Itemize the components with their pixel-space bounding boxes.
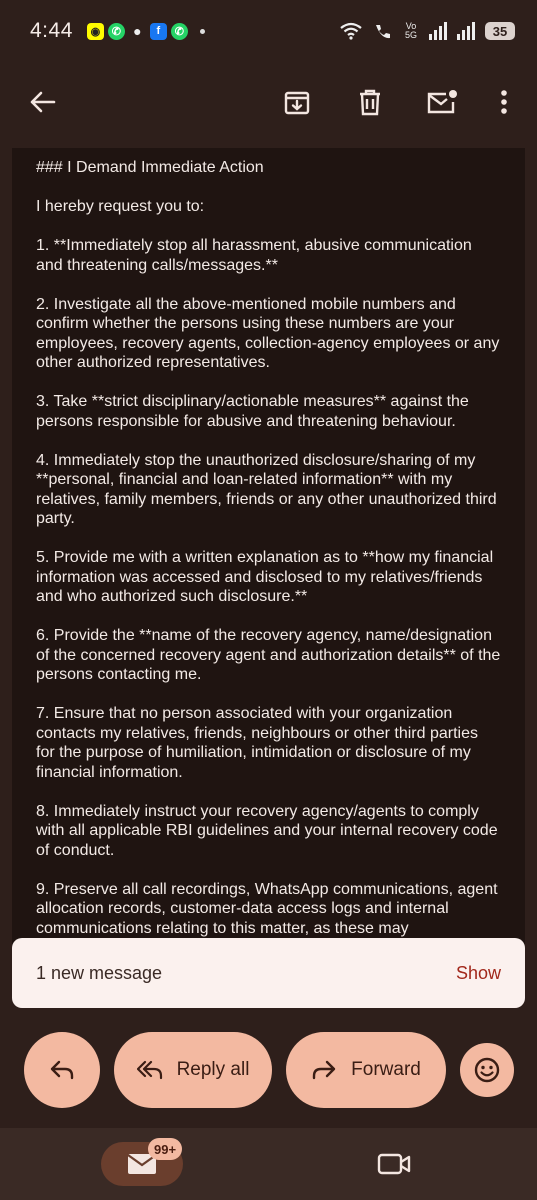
app-toolbar bbox=[0, 62, 537, 140]
reply-button[interactable] bbox=[24, 1032, 100, 1108]
chat-bubble-icon: ● bbox=[133, 23, 142, 39]
message-paragraph: 2. Investigate all the above-mentioned mobile numbers and confirm whether the persons using these numbers are your employees, recovery agents, collection-agency employees or any other authorized representatives. bbox=[36, 295, 504, 371]
status-time: 4:44 bbox=[30, 19, 73, 42]
message-paragraph: 1. **Immediately stop all harassment, abusive communication and threatening calls/messages.** bbox=[36, 237, 477, 274]
wifi-calling-icon bbox=[373, 22, 393, 40]
message-paragraph: 3. Take **strict disciplinary/actionable measures** against the persons responsible for abusive and threatening behaviour. bbox=[36, 393, 474, 430]
status-bar bbox=[0, 0, 537, 62]
message-paragraph: 6. Provide the **name of the recovery agency, name/designation of the concerned recovery agent and authorization details** of the persons contacting me. bbox=[36, 627, 505, 683]
message-paragraph: 8. Immediately instruct your recovery agency/agents to comply with all applicable RBI guidelines and your internal recovery code of conduct. bbox=[36, 802, 503, 859]
message-paragraph: 5. Provide me with a written explanation as to **how my financial information was accessed and disclosed to my relatives/friends and who authorized such disclosure.** bbox=[36, 549, 498, 605]
mark-unread-icon bbox=[426, 88, 458, 116]
snapchat-icon: ◉ bbox=[87, 23, 104, 40]
more-options-button[interactable] bbox=[484, 82, 524, 122]
archive-button[interactable] bbox=[277, 82, 317, 122]
emoji-reaction-button[interactable] bbox=[460, 1043, 514, 1097]
video-camera-icon bbox=[377, 1151, 411, 1177]
message-actions bbox=[0, 1032, 537, 1108]
message-paragraph: 4. Immediately stop the unauthorized disclosure/sharing of my **personal, financial and loan-related information** with my relatives, family members, friends or any other unauthorized third party. bbox=[36, 451, 502, 527]
bottom-navigation bbox=[0, 1128, 537, 1200]
message-heading: ### I Demand Immediate Action bbox=[36, 159, 264, 176]
back-button[interactable] bbox=[22, 82, 62, 122]
forward-label: Forward bbox=[351, 1059, 421, 1080]
forward-icon bbox=[311, 1059, 337, 1081]
signal-strength-icon bbox=[429, 22, 447, 40]
more-notifications-dot bbox=[200, 29, 205, 34]
reply-icon bbox=[49, 1059, 75, 1081]
more-vert-icon bbox=[500, 89, 508, 115]
smiley-icon bbox=[473, 1056, 501, 1084]
whatsapp-icon: ✆ bbox=[108, 23, 125, 40]
message-paragraph: 7. Ensure that no person associated with your organization contacts my relatives, friends, neighbours or other third parties for the purpose of humiliation, intimidation or disclosure of my financial information. bbox=[36, 705, 483, 781]
facebook-icon: f bbox=[150, 23, 167, 40]
new-message-banner bbox=[12, 938, 525, 1008]
whatsapp-icon: ✆ bbox=[171, 23, 188, 40]
archive-icon bbox=[283, 88, 311, 116]
signal-strength-icon bbox=[457, 22, 475, 40]
reply-all-icon bbox=[137, 1059, 163, 1081]
battery-indicator: 35 bbox=[485, 22, 515, 40]
show-new-message-button[interactable]: Show bbox=[455, 962, 501, 983]
arrow-left-icon bbox=[28, 90, 56, 114]
message-paragraph: 9. Preserve all call recordings, WhatsApp communications, agent allocation records, customer-data access logs and internal communications relating to this matter, as these may bbox=[36, 880, 502, 937]
message-paragraph: I hereby request you to: bbox=[36, 198, 205, 215]
message-text bbox=[12, 148, 525, 938]
reply-all-label: Reply all bbox=[176, 1059, 250, 1080]
mail-unread-badge: 99+ bbox=[148, 1138, 182, 1160]
forward-button[interactable] bbox=[286, 1032, 446, 1108]
nav-meet-tab[interactable] bbox=[374, 1146, 414, 1182]
wifi-icon bbox=[339, 22, 363, 40]
trash-icon bbox=[357, 88, 383, 116]
new-message-text: 1 new message bbox=[36, 962, 163, 983]
mark-unread-button[interactable] bbox=[422, 82, 462, 122]
reply-all-button[interactable] bbox=[114, 1032, 272, 1108]
notification-icons bbox=[87, 23, 205, 40]
system-icons bbox=[339, 22, 515, 40]
network-type-label: Vo 5G bbox=[404, 21, 417, 40]
message-body[interactable] bbox=[12, 148, 525, 948]
delete-button[interactable] bbox=[350, 82, 390, 122]
